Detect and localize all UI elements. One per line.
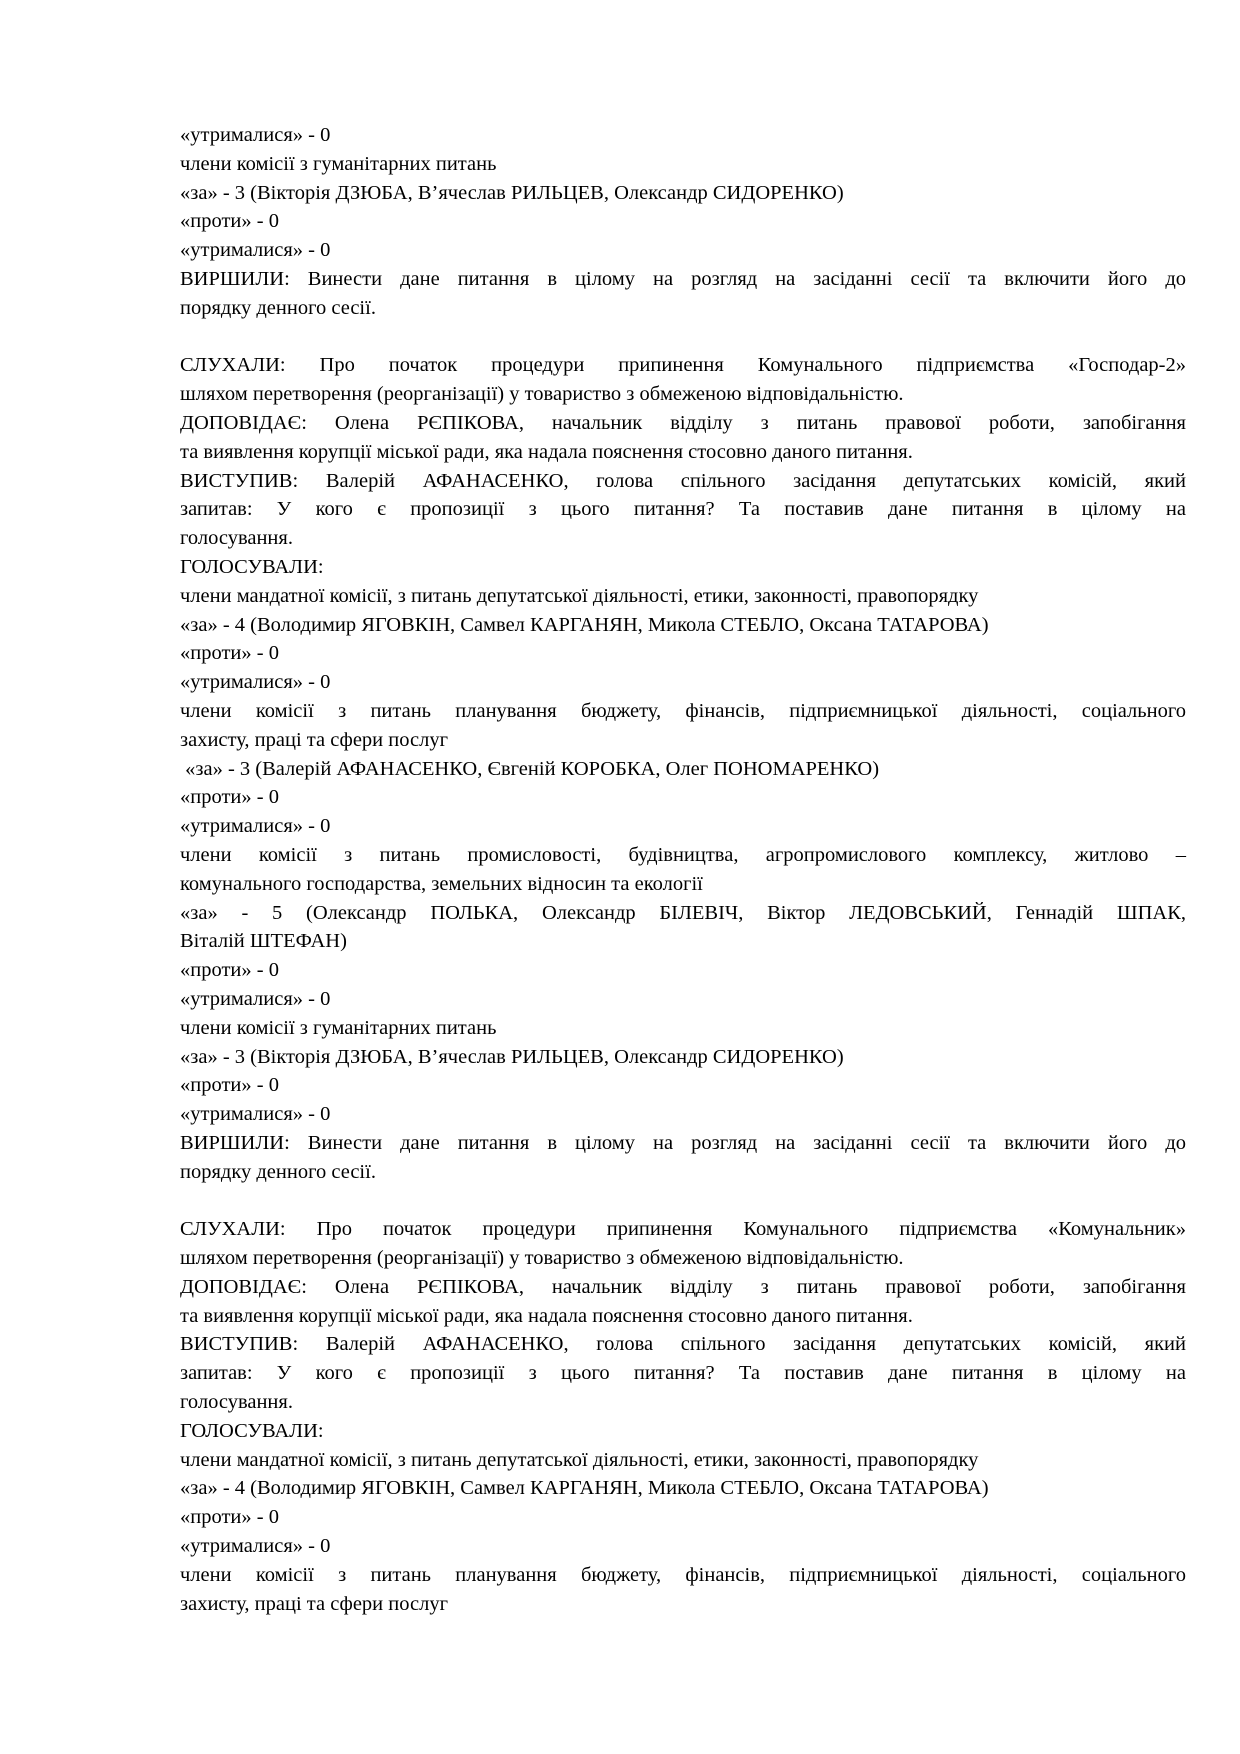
text-line: «за» - 3 (Валерій АФАНАСЕНКО, Євгеній КОРОБКА, Олег ПОНОМАРЕНКО) — [180, 757, 880, 780]
text-line: ВИСТУПИВ: Валерій АФАНАСЕНКО, голова спільного засідання депутатських комісій, який — [180, 1333, 1186, 1356]
document-page — [180, 121, 1186, 1618]
text-line: «утрималися» - 0 — [180, 815, 331, 838]
text-line: захисту, праці та сфери послуг — [180, 1592, 448, 1615]
text-line: «проти» - 0 — [180, 210, 279, 233]
text-line: члени комісії з гуманітарних питань — [180, 152, 497, 175]
text-line: ГОЛОСУВАЛИ: — [180, 1419, 324, 1442]
text-line: ГОЛОСУВАЛИ: — [180, 555, 324, 578]
text-line: «за» - 3 (Вікторія ДЗЮБА, В’ячеслав РИЛЬЦЕВ, Олександр СИДОРЕНКО) — [180, 181, 844, 204]
text-line: голосування. — [180, 1391, 293, 1414]
text-line: «за» - 5 (Олександр ПОЛЬКА, Олександр БІЛЕВІЧ, Віктор ЛЕДОВСЬКИЙ, Геннадій ШПАК, — [180, 901, 1186, 924]
blank-line — [180, 1186, 1186, 1215]
text-line: «за» - 3 (Вікторія ДЗЮБА, В’ячеслав РИЛЬЦЕВ, Олександр СИДОРЕНКО) — [180, 1045, 844, 1068]
text-line: запитав: У кого є пропозиції з цього питання? Та поставив дане питання в цілому на — [180, 1362, 1186, 1385]
text-line: та виявлення корупції міської ради, яка надала пояснення стосовно даного питання. — [180, 440, 913, 463]
text-line: голосування. — [180, 527, 293, 550]
text-line: Віталій ШТЕФАН) — [180, 930, 347, 953]
text-line: шляхом перетворення (реорганізації) у товариство з обмеженою відповідальністю. — [180, 383, 904, 406]
text-line: шляхом перетворення (реорганізації) у товариство з обмеженою відповідальністю. — [180, 1247, 904, 1270]
text-line: «проти» - 0 — [180, 1506, 279, 1529]
text-line: «за» - 4 (Володимир ЯГОВКІН, Самвел КАРГАНЯН, Микола СТЕБЛО, Оксана ТАТАРОВА) — [180, 1477, 989, 1500]
text-line: «проти» - 0 — [180, 786, 279, 809]
text-line: ДОПОВІДАЄ: Олена РЄПІКОВА, начальник відділу з питань правової роботи, запобігання — [180, 411, 1186, 434]
text-line: члени мандатної комісії, з питань депутатської діяльності, етики, законності, правопорядку — [180, 1448, 979, 1471]
text-line: «утрималися» - 0 — [180, 1535, 331, 1558]
text-line: ВИРШИЛИ: Винести дане питання в цілому на розгляд на засіданні сесії та включити його до — [180, 1131, 1186, 1154]
text-line: «утрималися» - 0 — [180, 124, 331, 146]
text-line: «утрималися» - 0 — [180, 239, 331, 262]
text-line: порядку денного сесії. — [180, 296, 376, 319]
text-line: захисту, праці та сфери послуг — [180, 728, 448, 751]
text-line: «утрималися» - 0 — [180, 987, 331, 1010]
text-line: СЛУХАЛИ: Про початок процедури припинення Комунального підприємства «Господар-2» — [180, 354, 1186, 377]
text-line: члени комісії з гуманітарних питань — [180, 1016, 497, 1039]
blank-line — [180, 323, 1186, 352]
text-line: члени комісії з питань планування бюджету, фінансів, підприємницької діяльності, соціального — [180, 1563, 1186, 1586]
text-line: «за» - 4 (Володимир ЯГОВКІН, Самвел КАРГАНЯН, Микола СТЕБЛО, Оксана ТАТАРОВА) — [180, 613, 989, 636]
text-line: «проти» - 0 — [180, 959, 279, 982]
text-line: порядку денного сесії. — [180, 1160, 376, 1183]
text-line: запитав: У кого є пропозиції з цього питання? Та поставив дане питання в цілому на — [180, 498, 1186, 521]
text-line: СЛУХАЛИ: Про початок процедури припинення Комунального підприємства «Комунальник» — [180, 1218, 1186, 1241]
text-line: ВИРШИЛИ: Винести дане питання в цілому на розгляд на засіданні сесії та включити його до — [180, 267, 1186, 290]
text-line: та виявлення корупції міської ради, яка надала пояснення стосовно даного питання. — [180, 1304, 913, 1327]
text-line: члени комісії з питань промисловості, будівництва, агропромислового комплексу, житлово – — [180, 843, 1186, 866]
text-line: «утрималися» - 0 — [180, 671, 331, 694]
text-line: члени комісії з питань планування бюджету, фінансів, підприємницької діяльності, соціального — [180, 699, 1186, 722]
text-line: «утрималися» - 0 — [180, 1103, 331, 1126]
text-line: ДОПОВІДАЄ: Олена РЄПІКОВА, начальник відділу з питань правової роботи, запобігання — [180, 1275, 1186, 1298]
text-line: «проти» - 0 — [180, 1074, 279, 1097]
text-line: члени мандатної комісії, з питань депутатської діяльності, етики, законності, правопорядку — [180, 584, 979, 607]
text-line: ВИСТУПИВ: Валерій АФАНАСЕНКО, голова спільного засідання депутатських комісій, який — [180, 469, 1186, 492]
text-line: комунального господарства, земельних відносин та екології — [180, 872, 703, 895]
text-line: «проти» - 0 — [180, 642, 279, 665]
